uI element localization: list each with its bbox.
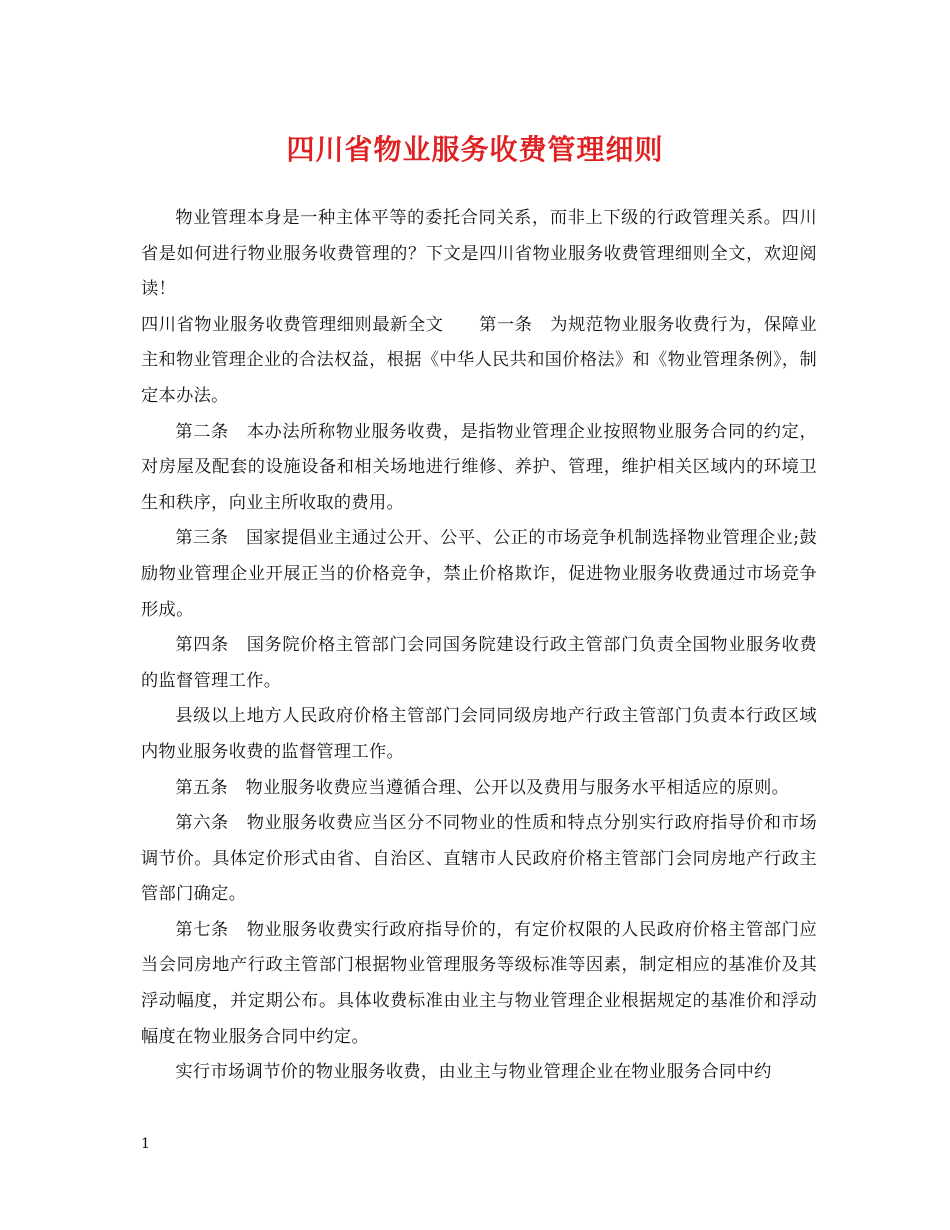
paragraph: 物业管理本身是一种主体平等的委托合同关系，而非上下级的行政管理关系。四川省是如何进行物业服务收费管理的？下文是四川省物业服务收费管理细则全文，欢迎阅读！: [141, 208, 817, 300]
paragraph: 第三条 国家提倡业主通过公开、公平、公正的市场竞争机制选择物业管理企业;鼓励物业管理企业开展正当的价格竞争，禁止价格欺诈，促进物业服务收费通过市场竞争形成。: [141, 528, 817, 620]
paragraph: 第二条 本办法所称物业服务收费，是指物业管理企业按照物业服务合同的约定，对房屋及配套的设施设备和相关场地进行维修、养护、管理，维护相关区域内的环境卫生和秩序，向业主所收取的费用。: [141, 421, 817, 513]
document-title: 四川省物业服务收费管理细则: [286, 133, 664, 166]
paragraph: 第六条 物业服务收费应当区分不同物业的性质和特点分别实行政府指导价和市场调节价。具体定价形式由省、自治区、直辖市人民政府价格主管部门会同房地产行政主管部门确定。: [141, 813, 817, 905]
paragraph: 四川省物业服务收费管理细则最新全文 第一条 为规范物业服务收费行为，保障业主和物业管理企业的合法权益，根据《中华人民共和国价格法》和《物业管理条例》，制定本办法。: [141, 314, 817, 406]
paragraph: 县级以上地方人民政府价格主管部门会同同级房地产行政主管部门负责本行政区域内物业服务收费的监督管理工作。: [141, 706, 817, 762]
paragraph: 实行市场调节价的物业服务收费，由业主与物业管理企业在物业服务合同中约: [175, 1062, 772, 1083]
paragraph: 第七条 物业服务收费实行政府指导价的，有定价权限的人民政府价格主管部门应当会同房地产行政主管部门根据物业管理服务等级标准等因素，制定相应的基准价及其浮动幅度，并定期公布。具体收费标准由业主与物业管理企业根据规定的基准价和浮动幅度在物业服务合同中约定。: [141, 919, 817, 1047]
paragraph: 第四条 国务院价格主管部门会同国务院建设行政主管部门负责全国物业服务收费的监督管理工作。: [141, 635, 817, 691]
document-body: [141, 201, 817, 1091]
page-number: 1: [141, 1136, 150, 1152]
paragraph: 第五条 物业服务收费应当遵循合理、公开以及费用与服务水平相适应的原则。: [175, 777, 790, 798]
